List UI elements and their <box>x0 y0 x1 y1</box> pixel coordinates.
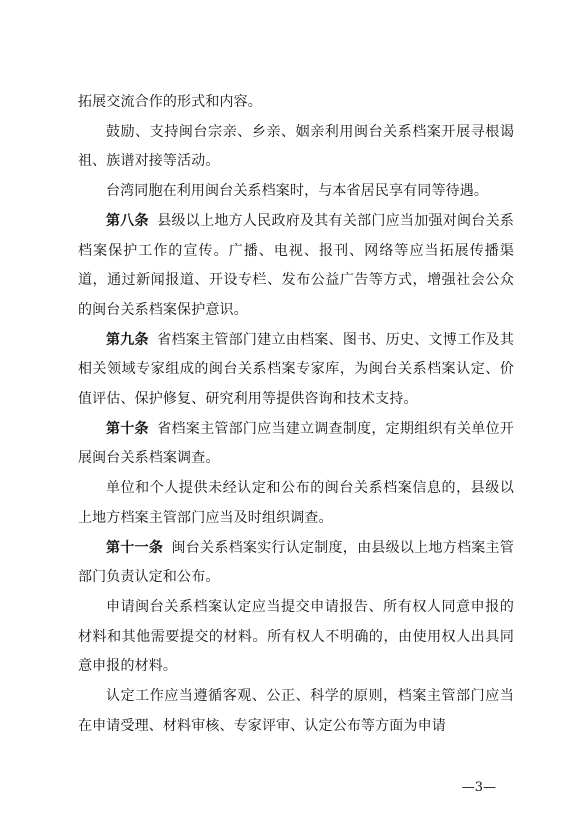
paragraph-text: 县级以上地方人民政府及其有关部门应当加强对闽台关系档案保护工作的宣传。广播、电视、报刊、网络等应当拓展传播渠道，通过新闻报道、开设专栏、发布公益广告等方式，增强社会公众的闽台关系档案保护意识。 <box>78 212 515 318</box>
paragraph-9 <box>78 593 514 682</box>
paragraph-text: 台湾同胞在利用闽台关系档案时，与本省居民享有同等待遇。 <box>106 183 489 200</box>
paragraph-7 <box>78 474 514 533</box>
article-number: 第十条 <box>106 420 149 437</box>
paragraph-text: 省档案主管部门建立由档案、图书、历史、文博工作及其相关领域专家组成的闽台关系档案专家库，为闽台关系档案认定、价值评估、保护修复、研究利用等提供咨询和技术支持。 <box>78 331 515 408</box>
article-number: 第八条 <box>106 212 149 229</box>
article-10 <box>78 415 514 474</box>
article-9 <box>78 326 514 415</box>
paragraph-text: 鼓励、支持闽台宗亲、乡亲、姻亲利用闽台关系档案开展寻根谒祖、族谱对接等活动。 <box>78 123 514 170</box>
article-8 <box>78 207 514 326</box>
paragraph-text: 拓展交流合作的形式和内容。 <box>78 94 262 110</box>
paragraph-text: 认定工作应当遵循客观、公正、科学的原则，档案主管部门应当在申请受理、材料审核、专家评审、认定公布等方面为申请 <box>78 688 514 734</box>
paragraph-text: 闽台关系档案实行认定制度，由县级以上地方档案主管部门负责认定和公布。 <box>78 539 514 586</box>
paragraph-1 <box>78 88 514 118</box>
paragraph-2 <box>78 118 514 177</box>
article-number: 第十一条 <box>106 539 164 556</box>
article-number: 第九条 <box>106 331 149 348</box>
paragraph-text: 申请闽台关系档案认定应当提交申请报告、所有权人同意申报的材料和其他需要提交的材料。所有权人不明确的，由使用权人出具同意申报的材料。 <box>78 598 514 675</box>
paragraph-text: 单位和个人提供未经认定和公布的闽台关系档案信息的，县级以上地方档案主管部门应当及时组织调查。 <box>78 480 514 526</box>
page-number: —3— <box>461 780 496 795</box>
paragraph-10 <box>78 682 514 741</box>
paragraph-text: 省档案主管部门应当建立调查制度，定期组织有关单位开展闽台关系档案调查。 <box>78 420 515 467</box>
document-body <box>78 88 514 741</box>
paragraph-3 <box>78 177 514 207</box>
article-11 <box>78 534 514 593</box>
